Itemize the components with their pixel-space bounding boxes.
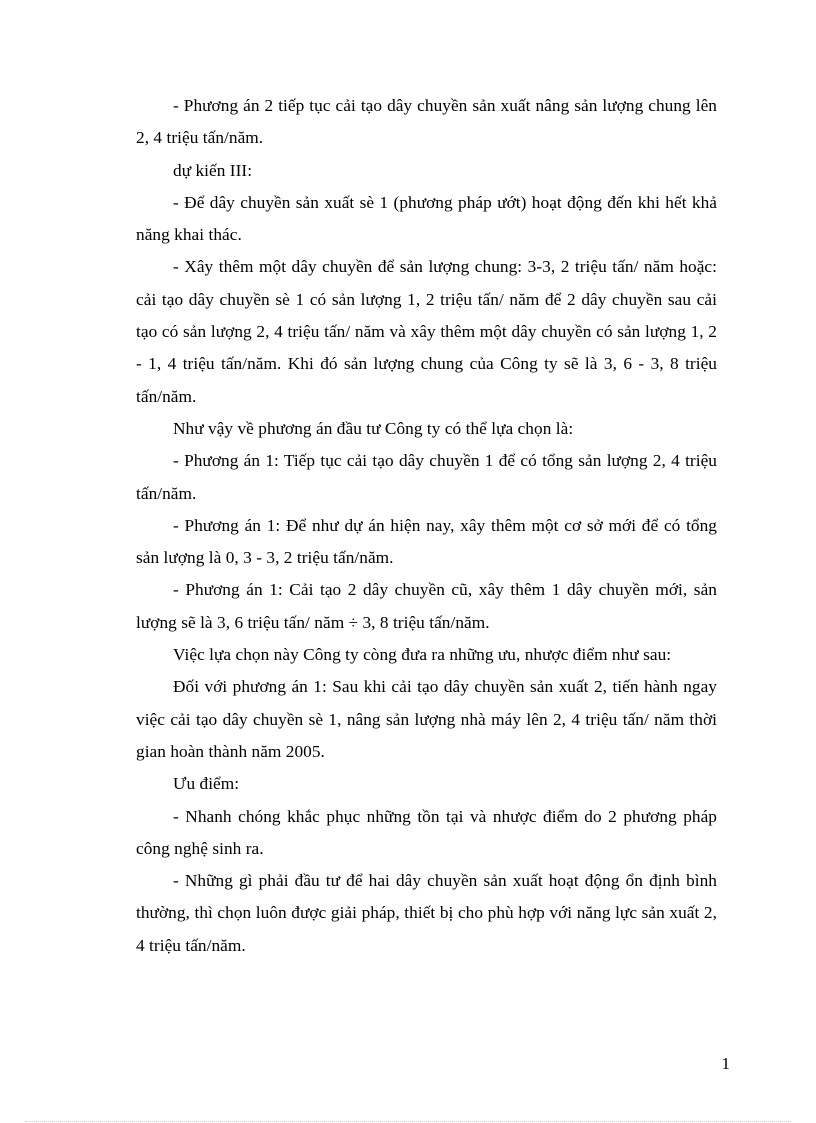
paragraph-5: Như vậy về phương án đầu tư Công ty có thể lựa chọn là: [173,418,574,438]
paragraph-9: Việc lựa chọn này Công ty còng đưa ra những ưu, nhược điểm như sau: [173,645,672,665]
paragraph-11: Ưu điểm: [173,774,240,794]
paragraph-3: - Để dây chuyền sản xuất sè 1 (phương pháp ướt) hoạt động đến khi hết khả năng khai thác. [136,192,717,245]
document-body [136,90,717,962]
paragraph-12: - Nhanh chóng khắc phục những tồn tại và nhược điểm do 2 phương pháp công nghệ sinh ra. [136,806,717,858]
paragraph-4: - Xây thêm một dây chuyền để sản lượng chung: 3-3, 2 triệu tấn/ năm hoặc: cải tạo dây chuyền sè 1 có sản lượng 1, 2 triệu tấn/ năm để 2 dây chuyền sau cải tạo có sản lượng 2, 4 triệu tấn/ năm và xây thêm một dây chuyền có sản lượng 1, 2 - 1, 4 triệu tấn/năm. Khi đó sản lượng chung của Công ty sẽ là 3, 6 - 3, 8 triệu tấn/năm. [136,257,717,406]
paragraph-8: - Phương án 1: Cải tạo 2 dây chuyền cũ, xây thêm 1 dây chuyền mới, sản lượng sẽ là 3, 6 triệu tấn/ năm ÷ 3, 8 triệu tấn/năm. [136,580,717,632]
paragraph-2: dự kiến III: [173,160,253,180]
paragraph-7: - Phương án 1: Để như dự án hiện nay, xây thêm một cơ sở mới để có tổng sản lượng là 0, 3 - 3, 2 triệu tấn/năm. [136,515,717,568]
paragraph-6: - Phương án 1: Tiếp tục cải tạo dây chuyền 1 để có tổng sản lượng 2, 4 triệu tấn/năm. [136,451,717,503]
page-bottom-divider [25,1121,791,1122]
paragraph-10: Đối với phương án 1: Sau khi cải tạo dây chuyền sản xuất 2, tiến hành ngay việc cải tạo dây chuyền sè 1, nâng sản lượng nhà máy lên 2, 4 triệu tấn/ năm thời gian hoàn thành năm 2005. [136,677,717,761]
paragraph-13: - Những gì phải đầu tư để hai dây chuyền sản xuất hoạt động ổn định bình thường, thì chọn luôn được giải pháp, thiết bị cho phù hợp với năng lực sản xuất 2, 4 triệu tấn/năm. [136,871,717,955]
page-number: 1 [721,1054,730,1073]
paragraph-1: - Phương án 2 tiếp tục cải tạo dây chuyền sản xuất nâng sản lượng chung lên 2, 4 triệu tấn/năm. [136,96,717,148]
